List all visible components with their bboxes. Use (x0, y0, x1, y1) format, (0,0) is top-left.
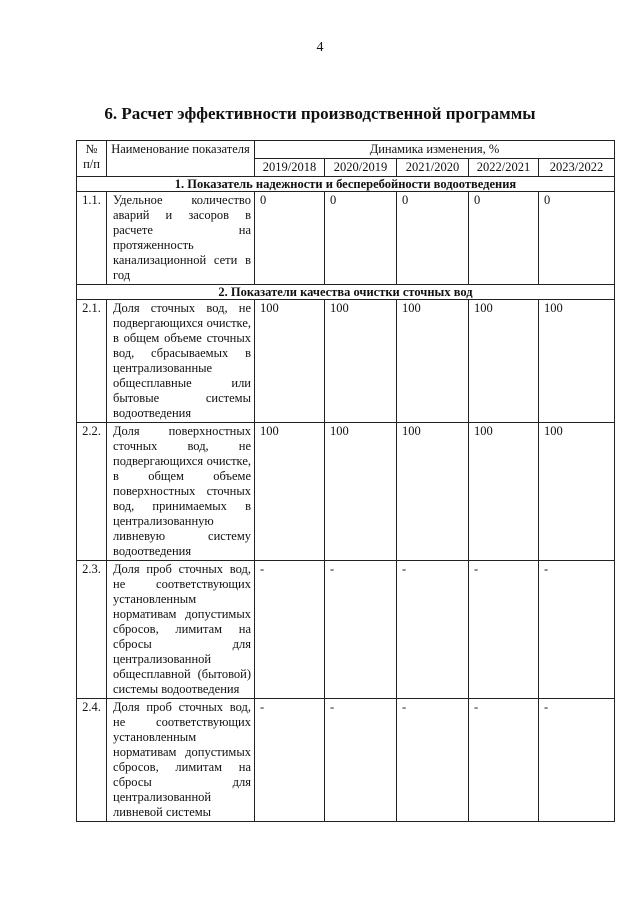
header-name: Наименование показателя (107, 141, 255, 177)
row-num: 1.1. (77, 192, 107, 285)
row-value: 100 (325, 300, 397, 423)
row-num: 2.1. (77, 300, 107, 423)
row-value: - (469, 699, 539, 822)
section-title: 1. Показатель надежности и бесперебойности водоотведения (77, 177, 615, 192)
row-value: 0 (255, 192, 325, 285)
row-value: - (397, 561, 469, 699)
table-row (77, 699, 615, 822)
row-name: Удельное количество аварий и засоров в расчете на протяженность канализационной сети в год (107, 192, 255, 285)
row-num: 2.2. (77, 423, 107, 561)
table-row (77, 300, 615, 423)
row-value: 100 (469, 423, 539, 561)
header-num: № п/п (77, 141, 107, 177)
row-value: 100 (539, 423, 615, 561)
row-value: 0 (469, 192, 539, 285)
row-value: 0 (397, 192, 469, 285)
row-name: Доля проб сточных вод, не соответствующих установленным нормативам допустимых сбросов, лимитам на сбросы для централизованной общесплавной (бытовой) системы водоотведения (107, 561, 255, 699)
row-value: - (539, 699, 615, 822)
row-name: Доля сточных вод, не подвергающихся очистке, в общем объеме сточных вод, сбрасываемых в централизованные общесплавные или бытовые системы водоотведения (107, 300, 255, 423)
row-value: 100 (539, 300, 615, 423)
page-number: 4 (316, 40, 324, 55)
row-value: 100 (397, 423, 469, 561)
row-num: 2.4. (77, 699, 107, 822)
row-value: - (255, 699, 325, 822)
row-value: - (539, 561, 615, 699)
row-value: - (255, 561, 325, 699)
table-row (77, 561, 615, 699)
row-value: 100 (397, 300, 469, 423)
row-value: 100 (325, 423, 397, 561)
table-row (77, 192, 615, 285)
row-name: Доля поверхностных сточных вод, не подвергающихся очистке, в общем объеме поверхностных сточных вод, принимаемых в централизованную ливневую систему водоотведения (107, 423, 255, 561)
table-row (77, 423, 615, 561)
document-title: 6. Расчет эффективности производственной программы (104, 104, 536, 123)
row-value: 0 (539, 192, 615, 285)
row-value: 100 (469, 300, 539, 423)
section-row (77, 285, 615, 300)
row-name: Доля проб сточных вод, не соответствующих установленным нормативам допустимых сбросов, лимитам на сбросы для централизованной ливневой системы (107, 699, 255, 822)
row-num: 2.3. (77, 561, 107, 699)
row-value: 0 (325, 192, 397, 285)
header-row (77, 141, 615, 159)
section-title: 2. Показатели качества очистки сточных вод (77, 285, 615, 300)
header-year: 2020/2019 (325, 159, 397, 177)
row-value: - (325, 561, 397, 699)
header-year: 2019/2018 (255, 159, 325, 177)
row-value: - (469, 561, 539, 699)
row-value: 100 (255, 423, 325, 561)
header-dynamics: Динамика изменения, % (255, 141, 615, 159)
header-year: 2022/2021 (469, 159, 539, 177)
row-value: 100 (255, 300, 325, 423)
section-row (77, 177, 615, 192)
header-year: 2023/2022 (539, 159, 615, 177)
efficiency-table (76, 140, 615, 822)
row-value: - (397, 699, 469, 822)
header-year: 2021/2020 (397, 159, 469, 177)
row-value: - (325, 699, 397, 822)
